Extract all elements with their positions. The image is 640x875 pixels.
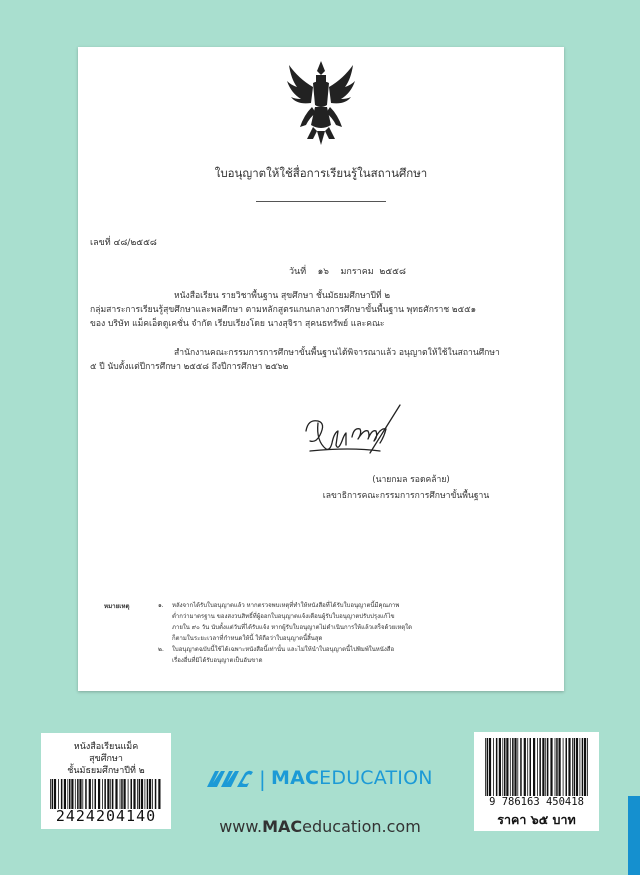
- book-barcode-icon: [49, 779, 163, 809]
- barcode-bar: [50, 779, 51, 809]
- barcode-bar: [502, 738, 503, 796]
- barcode-bar: [149, 779, 151, 809]
- barcode-bar: [139, 779, 141, 809]
- isbn-number: 9 786163 450418: [489, 796, 584, 808]
- handwritten-signature: [300, 401, 408, 463]
- barcode-bar: [499, 738, 501, 796]
- mac-education-logo: [207, 765, 447, 791]
- barcode-bar: [95, 779, 97, 809]
- logo-wordmark: [271, 767, 433, 789]
- barcode-bar: [527, 738, 528, 796]
- remark-line: ก็ตามในระยะเวลาที่กำหนดให้นี้ ให้ถือว่าใบอนุญาตนี้สิ้นสุด: [172, 635, 323, 642]
- signer-title: เลขาธิการคณะกรรมการการศึกษาขั้นพื้นฐาน: [322, 491, 490, 501]
- barcode-bar: [98, 779, 100, 809]
- barcode-bar: [555, 738, 556, 796]
- barcode-bar: [530, 738, 532, 796]
- edge-tab: [628, 796, 640, 875]
- book-label-line: หนังสือเรียนแม็ค: [73, 742, 139, 752]
- barcode-bar: [559, 738, 561, 796]
- remark-line: เรื่องอื่นที่มิได้รับอนุญาตเป็นอันขาด: [172, 657, 263, 664]
- logo-wordmark-rest: EDUCATION: [319, 767, 433, 789]
- barcode-bar: [506, 738, 508, 796]
- barcode-bar: [485, 738, 486, 796]
- remark-line: ใบอนุญาตฉบับนี้ใช้ได้เฉพาะหนังสือนี้เท่านั้น และไม่ให้นำใบอนุญาตนี้ไปพิมพ์ในหนังสือ: [172, 646, 395, 653]
- logo-wordmark-bold: MAC: [271, 767, 320, 789]
- barcode-bar: [550, 738, 552, 796]
- barcode-bar: [115, 779, 117, 809]
- barcode-bar: [85, 779, 87, 809]
- barcode-bar: [533, 738, 535, 796]
- barcode-bar: [102, 779, 103, 809]
- barcode-bar: [542, 738, 544, 796]
- barcode-bar: [582, 738, 584, 796]
- barcode-bar: [54, 779, 56, 809]
- barcode-bar: [110, 779, 111, 809]
- book-label-box: [41, 733, 171, 829]
- barcode-bar: [131, 779, 133, 809]
- garuda-emblem-icon: [283, 57, 359, 149]
- remark-line: ภายใน ๙๐ วัน นับตั้งแต่วันที่ได้รับแจ้ง หากผู้รับใบอนุญาตไม่ดำเนินการให้แล้วเสร็จด้วยเหตุใด: [172, 624, 413, 631]
- barcode-bar: [104, 779, 106, 809]
- barcode-bar: [512, 738, 514, 796]
- barcode-bar: [128, 779, 129, 809]
- isbn-price-box: [474, 732, 599, 831]
- logo-separator: |: [259, 767, 266, 791]
- book-code: 2424204140: [55, 807, 157, 825]
- barcode-bar: [71, 779, 73, 809]
- barcode-bar: [496, 738, 498, 796]
- barcode-bar: [520, 738, 522, 796]
- barcode-bar: [510, 738, 511, 796]
- barcode-bar: [121, 779, 123, 809]
- license-document: [78, 47, 564, 691]
- barcode-bar: [137, 779, 138, 809]
- mac-logo-mark-icon: [207, 769, 255, 787]
- barcode-bar: [566, 738, 568, 796]
- remark-item: [158, 600, 558, 644]
- remark-item: [158, 644, 558, 666]
- barcode-bar: [563, 738, 564, 796]
- barcode-bar: [133, 779, 135, 809]
- barcode-bar: [568, 738, 570, 796]
- remark-line: หลังจากได้รับใบอนุญาตแล้ว หากตรวจพบเหตุที่ทำให้หนังสือที่ได้รับใบอนุญาตนี้มีคุณภาพ: [172, 602, 400, 609]
- barcode-bar: [61, 779, 63, 809]
- website-brand: MAC: [262, 817, 303, 836]
- barcode-bar: [52, 779, 54, 809]
- barcode-bar: [152, 779, 153, 809]
- paragraph-line: สำนักงานคณะกรรมการการศึกษาขั้นพื้นฐานได้พิจารณาแล้ว อนุญาตให้ใช้ในสถานศึกษา: [174, 348, 500, 358]
- barcode-bar: [89, 779, 91, 809]
- barcode-bar: [120, 779, 121, 809]
- barcode-bar: [537, 738, 538, 796]
- barcode-bar: [155, 779, 157, 809]
- barcode-bar: [141, 779, 143, 809]
- barcode-bar: [124, 779, 126, 809]
- paragraph-book-details: [90, 289, 550, 331]
- barcode-bar: [547, 738, 549, 796]
- barcode-bar: [158, 779, 160, 809]
- isbn-barcode-icon: [484, 738, 590, 796]
- barcode-bar: [584, 738, 586, 796]
- document-date: วันที่ ๑๖ มกราคม ๒๕๕๘: [289, 267, 406, 277]
- signer-name: (นายกมล รอดคล้าย): [372, 475, 450, 485]
- paragraph-line: ๕ ปี นับตั้งแต่ปีการศึกษา ๒๕๕๘ ถึงปีการศึกษา ๒๕๖๒: [90, 362, 289, 372]
- barcode-bar: [75, 779, 76, 809]
- barcode-bar: [69, 779, 71, 809]
- barcode-bar: [67, 779, 68, 809]
- barcode-bar: [587, 738, 588, 796]
- barcode-bar: [493, 738, 494, 796]
- remark-number: ๑.: [158, 602, 164, 609]
- document-title: ใบอนุญาตให้ใช้สื่อการเรียนรู้ในสถานศึกษา: [214, 166, 428, 180]
- barcode-bar: [58, 779, 59, 809]
- barcode-bar: [580, 738, 581, 796]
- remark-number: ๒.: [158, 646, 164, 653]
- barcode-bar: [545, 738, 546, 796]
- barcode-bar: [64, 779, 66, 809]
- barcode-bar: [524, 738, 526, 796]
- barcode-bar: [504, 738, 506, 796]
- title-underline: [256, 201, 386, 202]
- book-label-line: สุขศึกษา: [89, 754, 123, 764]
- paragraph-permission: [90, 346, 550, 374]
- barcode-bar: [572, 738, 573, 796]
- document-number: เลขที่ ๔๘/๒๕๕๘: [90, 238, 157, 248]
- barcode-bar: [574, 738, 576, 796]
- barcode-bar: [489, 738, 491, 796]
- barcode-bar: [576, 738, 578, 796]
- paragraph-line: กลุ่มสาระการเรียนรู้สุขศึกษาและพลศึกษา ตามหลักสูตรแกนกลางการศึกษาขั้นพื้นฐาน พุทธศักราช ๒๕๕๑: [90, 305, 477, 315]
- paragraph-line: ของ บริษัท แม็คเอ็ดดูเคชั่น จำกัด เรียบเรียงโดย นางสุจิรา สุคนธทรัพย์ และคณะ: [90, 319, 385, 329]
- barcode-bar: [107, 779, 109, 809]
- remarks-list: [158, 600, 558, 666]
- barcode-bar: [487, 738, 489, 796]
- barcode-bar: [517, 738, 518, 796]
- remarks-label: หมายเหตุ: [104, 603, 130, 610]
- barcode-bar: [82, 779, 83, 809]
- website-suffix: education.com: [302, 817, 421, 836]
- barcode-bar: [145, 779, 146, 809]
- book-label-line: ชั้นมัธยมศึกษาปีที่ ๒: [67, 766, 145, 776]
- barcode-bar: [92, 779, 93, 809]
- barcode-bar: [79, 779, 81, 809]
- barcode-bar: [556, 738, 558, 796]
- paragraph-line: หนังสือเรียน รายวิชาพื้นฐาน สุขศึกษา ชั้นมัธยมศึกษาปีที่ ๒: [174, 291, 390, 301]
- website-prefix: www.: [219, 817, 263, 836]
- barcode-bar: [514, 738, 516, 796]
- barcode-bar: [112, 779, 114, 809]
- barcode-bar: [539, 738, 541, 796]
- barcode-bar: [147, 779, 149, 809]
- price-label: ราคา ๖๕ บาท: [497, 812, 576, 827]
- remark-line: ต่ำกว่ามาตรฐาน ของสงวนสิทธิ์ที่ผู้ออกใบอนุญาตแจ้งเตือนผู้รับใบอนุญาตปรับปรุงแก้ไข: [172, 613, 395, 620]
- barcode-bar: [77, 779, 79, 809]
